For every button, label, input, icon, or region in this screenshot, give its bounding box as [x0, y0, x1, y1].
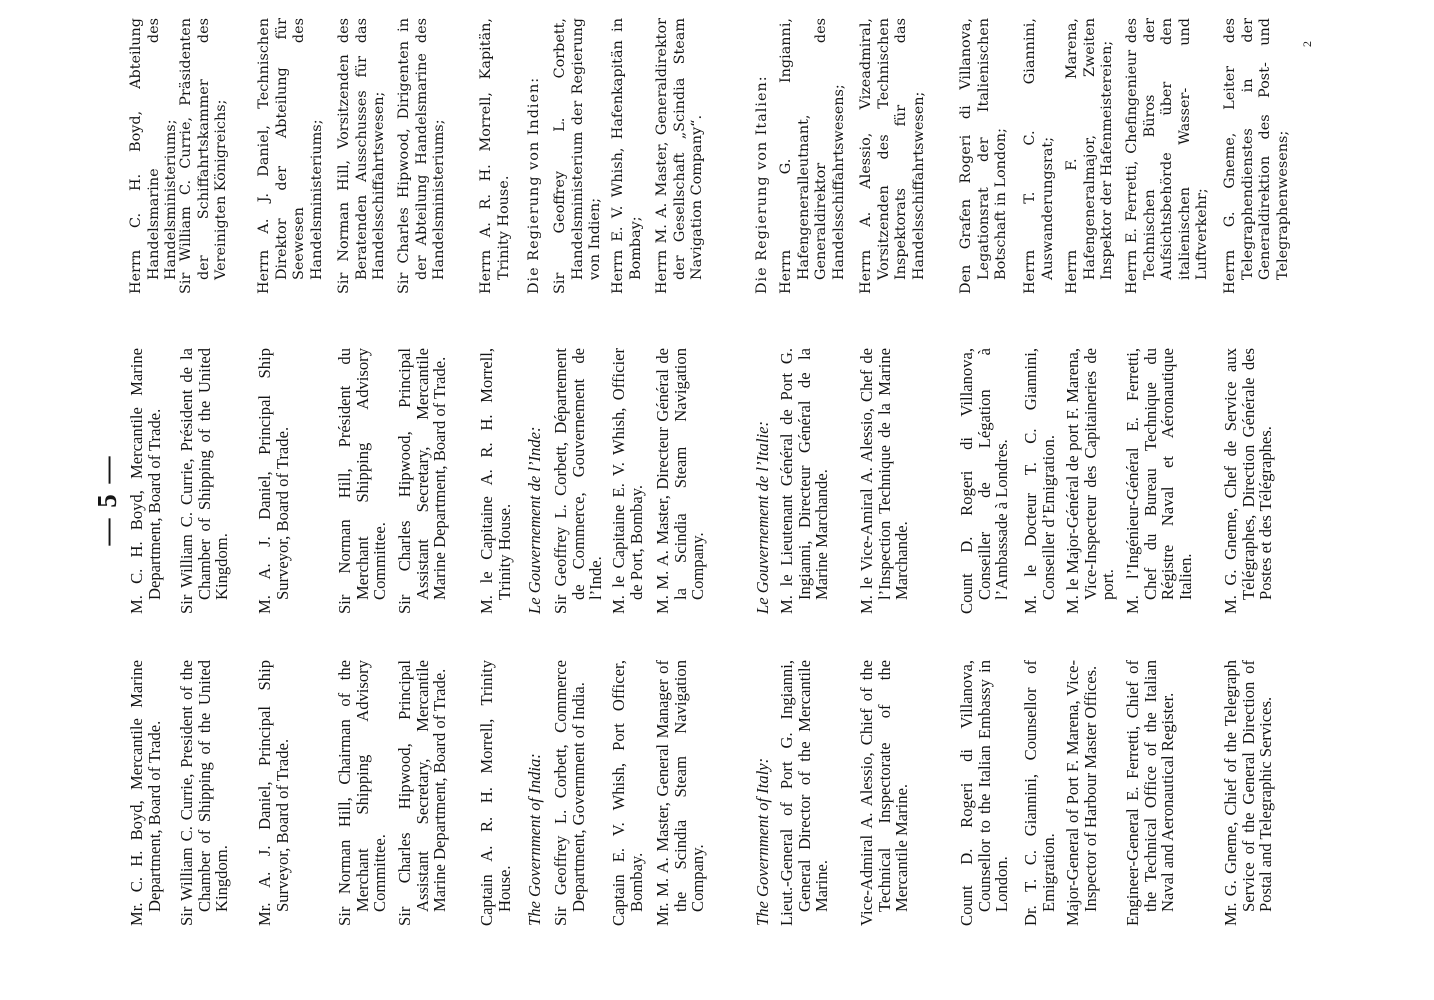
delegate-entry — [178, 660, 231, 926]
delegate-entry-text: M. le Docteur T. C. Giannini, Conseiller d’Emigration. — [1021, 348, 1058, 614]
delegate-entry-text: Herrn G. Ingianni, Hafengeneralleutnant, Generaldirektor des Handelsschiffahrtswesens; — [778, 18, 847, 294]
delegate-entry — [858, 660, 911, 926]
delegate-entry-text: Sir William C. Currie, President of the Chamber of Shipping of the United Kingdom. — [177, 660, 232, 926]
delegate-entry-text: Sir Norman Hill, Président du Merchant Shipping Advisory Committee. — [335, 348, 390, 614]
section-heading-text: The Government of India: — [525, 753, 544, 926]
delegate-entry — [336, 660, 389, 926]
delegate-entry-text: Count D. Rogeri di Villanova, Conseiller de Légation à l’Ambassade à Londres. — [957, 348, 1012, 614]
delegate-entry — [256, 18, 326, 294]
delegate-entry-text: Dr. T. C. Giannini, Counsellor of Emigration. — [1021, 660, 1058, 926]
delegate-entry — [654, 18, 707, 294]
section-heading — [754, 348, 772, 614]
delegate-entry — [256, 348, 291, 614]
delegate-entry — [610, 348, 645, 614]
delegate-entry — [396, 348, 449, 614]
delegate-entry-text: Major-General of Port F. Marena, Vice-Inspector of Harbour Master Offices. — [1063, 660, 1100, 926]
delegate-entry-text: Herrn E. V. Whish, Hafenkapitän in Bombay; — [610, 18, 644, 294]
delegate-entry-text: M. C. H. Boyd, Mercantile Marine Department, Board of Trade. — [127, 348, 164, 614]
delegate-entry-text: Sir Charles Hipwood, Principal Assistant Secretary, Mercantile Marine Department, Board of Trade. — [395, 348, 450, 614]
signature-mark: 2 — [1300, 41, 1314, 47]
delegate-entry — [552, 18, 605, 294]
delegate-entry — [1124, 348, 1194, 614]
delegate-entry-text: Mr. A. J. Daniel, Principal Ship Surveyor, Board of Trade. — [255, 660, 292, 926]
delegate-entry — [610, 660, 645, 926]
delegate-entry — [654, 348, 707, 614]
delegate-entry — [552, 348, 605, 614]
section-heading-text: Die Regierung von Italien: — [754, 75, 770, 294]
delegate-entry — [478, 660, 513, 926]
delegate-entry-text: Sir Charles Hipwood, Principal Assistant Secretary, Mercantile Marine Department, Board of Trade. — [395, 660, 450, 926]
delegate-entry — [128, 660, 163, 926]
delegate-entry — [178, 348, 231, 614]
delegate-entry-text: Lieut.-General of Port G. Ingianni, General Director of the Mercantile Marine. — [777, 660, 832, 926]
delegate-entry-text: M. le Vice-Amiral A. Alessio, Chef de l’Inspection Technique de la Marine Marchande. — [857, 348, 912, 614]
delegate-entry — [1222, 18, 1292, 294]
delegate-entry — [396, 18, 449, 294]
delegate-entry-text: M. le Capitaine E. V. Whish, Officier de Port, Bombay. — [609, 348, 646, 614]
delegate-entry — [858, 18, 928, 294]
delegate-entry — [552, 660, 587, 926]
delegate-entry-text: Sir Geoffrey L. Corbett, Handelsministerium der Regierung von Indien; — [552, 18, 604, 294]
delegate-entry-text: Engineer-General E. Ferretti, Chief of the Technical Office of the Italian Naval and Aeronautical Register. — [1123, 660, 1178, 926]
section-heading — [754, 660, 772, 926]
delegate-entry — [1222, 660, 1275, 926]
section-heading — [526, 660, 544, 926]
delegate-entry — [1064, 348, 1117, 614]
delegate-entry-text: Mr. G. Gneme, Chief of the Telegraph Service of the General Direction of Postal and Telegraphic Services. — [1221, 660, 1276, 926]
delegate-entry — [610, 18, 645, 294]
delegate-entry-text: M. le Lieutenant Général de Port G. Ingianni, Directeur Général de la Marine Marchande. — [777, 348, 832, 614]
delegate-entry — [858, 348, 911, 614]
section-heading-text: The Government of Italy: — [753, 757, 772, 926]
section-heading — [754, 18, 772, 294]
delegate-entry — [1022, 660, 1057, 926]
delegate-entry — [778, 348, 831, 614]
delegate-entry — [958, 348, 1011, 614]
delegate-entry — [1022, 18, 1057, 294]
delegate-entry-text: Mr. C. H. Boyd, Mercantile Marine Department, Board of Trade. — [127, 660, 164, 926]
delegate-entry — [178, 18, 231, 294]
delegate-entry-text: Herrn G. Gneme, Leiter des Telegraphendienstes in der Generaldirektion des Post- und Telegraphenwesens; — [1222, 18, 1291, 294]
delegate-entry-text: Herrn E. Ferretti, Chefingenieur des Technischen Büros der Aufsichtsbehörde über den italienischen Wasser- und Luftverkehr; — [1124, 18, 1211, 294]
delegate-entry — [1064, 18, 1117, 294]
delegate-entry-text: M. M. A. Master, Directeur Général de la Scindia Steam Navigation Company. — [653, 348, 708, 614]
section-heading-text: Le Gouvernement de l’Inde: — [525, 426, 544, 614]
section-heading-text: Le Gouvernement de l’Italie: — [753, 420, 772, 614]
delegate-entry — [1124, 660, 1177, 926]
section-heading — [526, 348, 544, 614]
delegate-entry — [958, 18, 1011, 294]
delegate-entry-text: Den Grafen Rogeri di Villanova, Legationsrat der Italienischen Botschaft in London; — [958, 18, 1010, 294]
delegate-entry — [654, 660, 707, 926]
delegate-entry-text: Sir Geoffrey L. Corbett, Commerce Department, Government of India. — [551, 660, 588, 926]
delegate-entry-text: Herrn C. H. Boyd, Abteilung Handelsmarine des Handelsministeriums; — [128, 18, 180, 294]
delegate-entry — [336, 348, 389, 614]
section-heading-text: Die Regierung von Indien: — [526, 76, 542, 294]
digitization-credit — [1412, 8, 1428, 388]
delegate-entry-text: Count D. Rogeri di Villanova, Counsellor to the Italian Embassy in London. — [957, 660, 1012, 926]
delegate-entry — [1022, 348, 1057, 614]
section-heading — [526, 18, 544, 294]
delegate-entry-text: Herrn A. J. Daniel, Technischen Direktor der Abteilung für Seewesen des Handelsministeriums; — [256, 18, 325, 294]
delegate-entry — [128, 18, 181, 294]
delegate-entry-text: Herrn A. Alessio, Vizeadmiral, Vorsitzenden des Technischen Inspektorats für das Handelsschiffahrtswesen; — [858, 18, 927, 294]
delegate-entry-text: Herrn F. Marena, Hafengeneralmajor, Zweiten Inspektor der Hafenmeistereien; — [1064, 18, 1116, 294]
delegate-entry-text: Sir Norman Hill, Chairman of the Merchant Shipping Advisory Committee. — [335, 660, 390, 926]
delegate-entry-text: Sir William C. Currie, Président de la Chamber of Shipping of the United Kingdom. — [177, 348, 232, 614]
delegate-entry — [128, 348, 163, 614]
delegate-entry — [256, 660, 291, 926]
delegate-entry-text: M. A. J. Daniel, Principal Ship Surveyor, Board of Trade. — [255, 348, 292, 614]
delegate-entry-text: M. G. Gneme, Chef de Service aux Télégraphes, Direction Générale des Postes et des Télégraphes. — [1221, 348, 1276, 614]
delegate-entry — [396, 660, 449, 926]
delegate-entry — [778, 18, 848, 294]
delegate-entry — [1064, 660, 1099, 926]
delegate-entry-text: Sir Charles Hipwood, Dirigenten in der Abteilung Handelsmarine des Handelsministeriums; — [396, 18, 448, 294]
delegate-entry-text: Vice-Admiral A. Alessio, Chief of the Technical Inspectorate of the Mercantile Marine. — [857, 660, 912, 926]
delegate-entry-text: Herrn M. A. Master, Generaldirektor der Gesellschaft „Scindia Steam Navigation Company“. — [654, 18, 706, 294]
delegate-entry — [1124, 18, 1212, 294]
page-number: — 5 — — [92, 454, 122, 546]
delegate-entry-text: Sir Norman Hill, Vorsitzenden des Beratenden Ausschusses für das Handelsschiffahrtswesen; — [336, 18, 388, 294]
delegate-entry-text: Sir Geoffrey L. Corbett, Département de Commerce, Gouvernement de l’Inde. — [551, 348, 606, 614]
delegate-entry — [958, 660, 1011, 926]
delegate-entry-text: Sir William C. Currie, Präsidenten der Schiffahrtskammer des Vereinigten Königreichs; — [178, 18, 230, 294]
delegate-entry-text: M. le Major-Général de port F. Marena, Vice-Inspecteur des Capitaineries de port. — [1063, 348, 1118, 614]
delegate-entry — [478, 18, 513, 294]
delegate-entry — [778, 660, 831, 926]
delegate-entry-text: M. l’Ingénieur-Général E. Ferretti, Chef du Bureau Technique du Régistre Naval et Aéronautique Italien. — [1123, 348, 1195, 614]
delegate-entry-text: Captain E. V. Whish, Port Officer, Bombay. — [609, 660, 646, 926]
delegate-entry-text: Captain A. R. H. Morrell, Trinity House. — [477, 660, 514, 926]
delegate-entry — [1222, 348, 1275, 614]
delegate-entry-text: Mr. M. A. Master, General Manager of the Scindia Steam Navigation Company. — [653, 660, 708, 926]
delegate-entry-text: Herrn T. C. Giannini, Auswanderungsrat; — [1022, 18, 1056, 294]
delegate-entry — [478, 348, 513, 614]
delegate-entry-text: Herrn A. R. H. Morrell, Kapitän, Trinity House. — [478, 18, 512, 294]
delegate-entry-text: M. le Capitaine A. R. H. Morrell, Trinity House. — [477, 348, 514, 614]
delegate-entry — [336, 18, 389, 294]
